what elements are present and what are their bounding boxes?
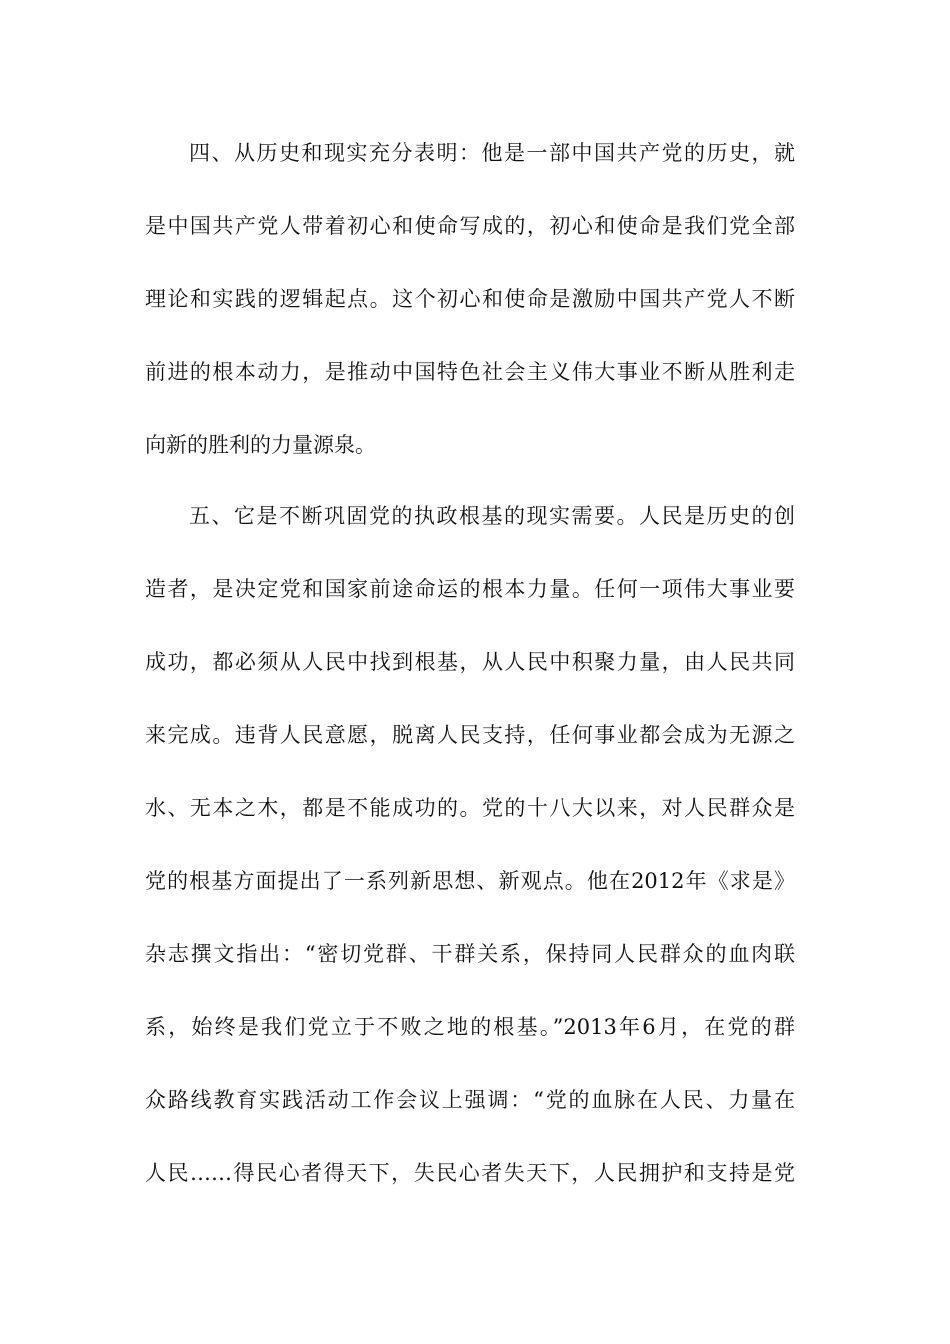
paragraph-1-line-2: 是中国共产党人带着初心和使命写成的，初心和使命是我们党全部: [145, 214, 795, 238]
paragraph-1-line-5: 向新的胜利的力量源泉。: [145, 433, 376, 457]
paragraph-2-line-8: 系，始终是我们党立于不败之地的根基。”2013年6月，在党的群: [145, 1015, 795, 1039]
paragraph-2-line-4: 来完成。违背人民意愿，脱离人民支持，任何事业都会成为无源之: [145, 723, 795, 747]
paragraph-2-line-9: 众路线教育实践活动工作会议上强调：“党的血脉在人民、力量在: [145, 1088, 795, 1112]
paragraph-2-line-1: 五、它是不断巩固党的执政根基的现实需要。人民是历史的创: [189, 504, 795, 528]
paragraph-2-line-3: 成功，都必须从人民中找到根基，从人民中积聚力量，由人民共同: [145, 650, 795, 674]
paragraph-1-line-1: 四、从历史和现实充分表明：他是一部中国共产党的历史，就: [189, 141, 795, 165]
paragraph-2-line-2: 造者，是决定党和国家前途命运的根本力量。任何一项伟大事业要: [145, 577, 795, 601]
paragraph-1-line-3: 理论和实践的逻辑起点。这个初心和使命是激励中国共产党人不断: [145, 287, 795, 311]
paragraph-2-line-7: 杂志撰文指出：“密切党群、干群关系，保持同人民群众的血肉联: [145, 942, 795, 966]
paragraph-2-line-6: 党的根基方面提出了一系列新思想、新观点。他在2012年《求是》: [145, 869, 795, 893]
paragraph-1-line-4: 前进的根本动力，是推动中国特色社会主义伟大事业不断从胜利走: [145, 360, 795, 384]
paragraph-2-line-10: 人民……得民心者得天下，失民心者失天下，人民拥护和支持是党: [145, 1161, 795, 1185]
paragraph-2-line-5: 水、无本之木，都是不能成功的。党的十八大以来，对人民群众是: [145, 796, 795, 820]
